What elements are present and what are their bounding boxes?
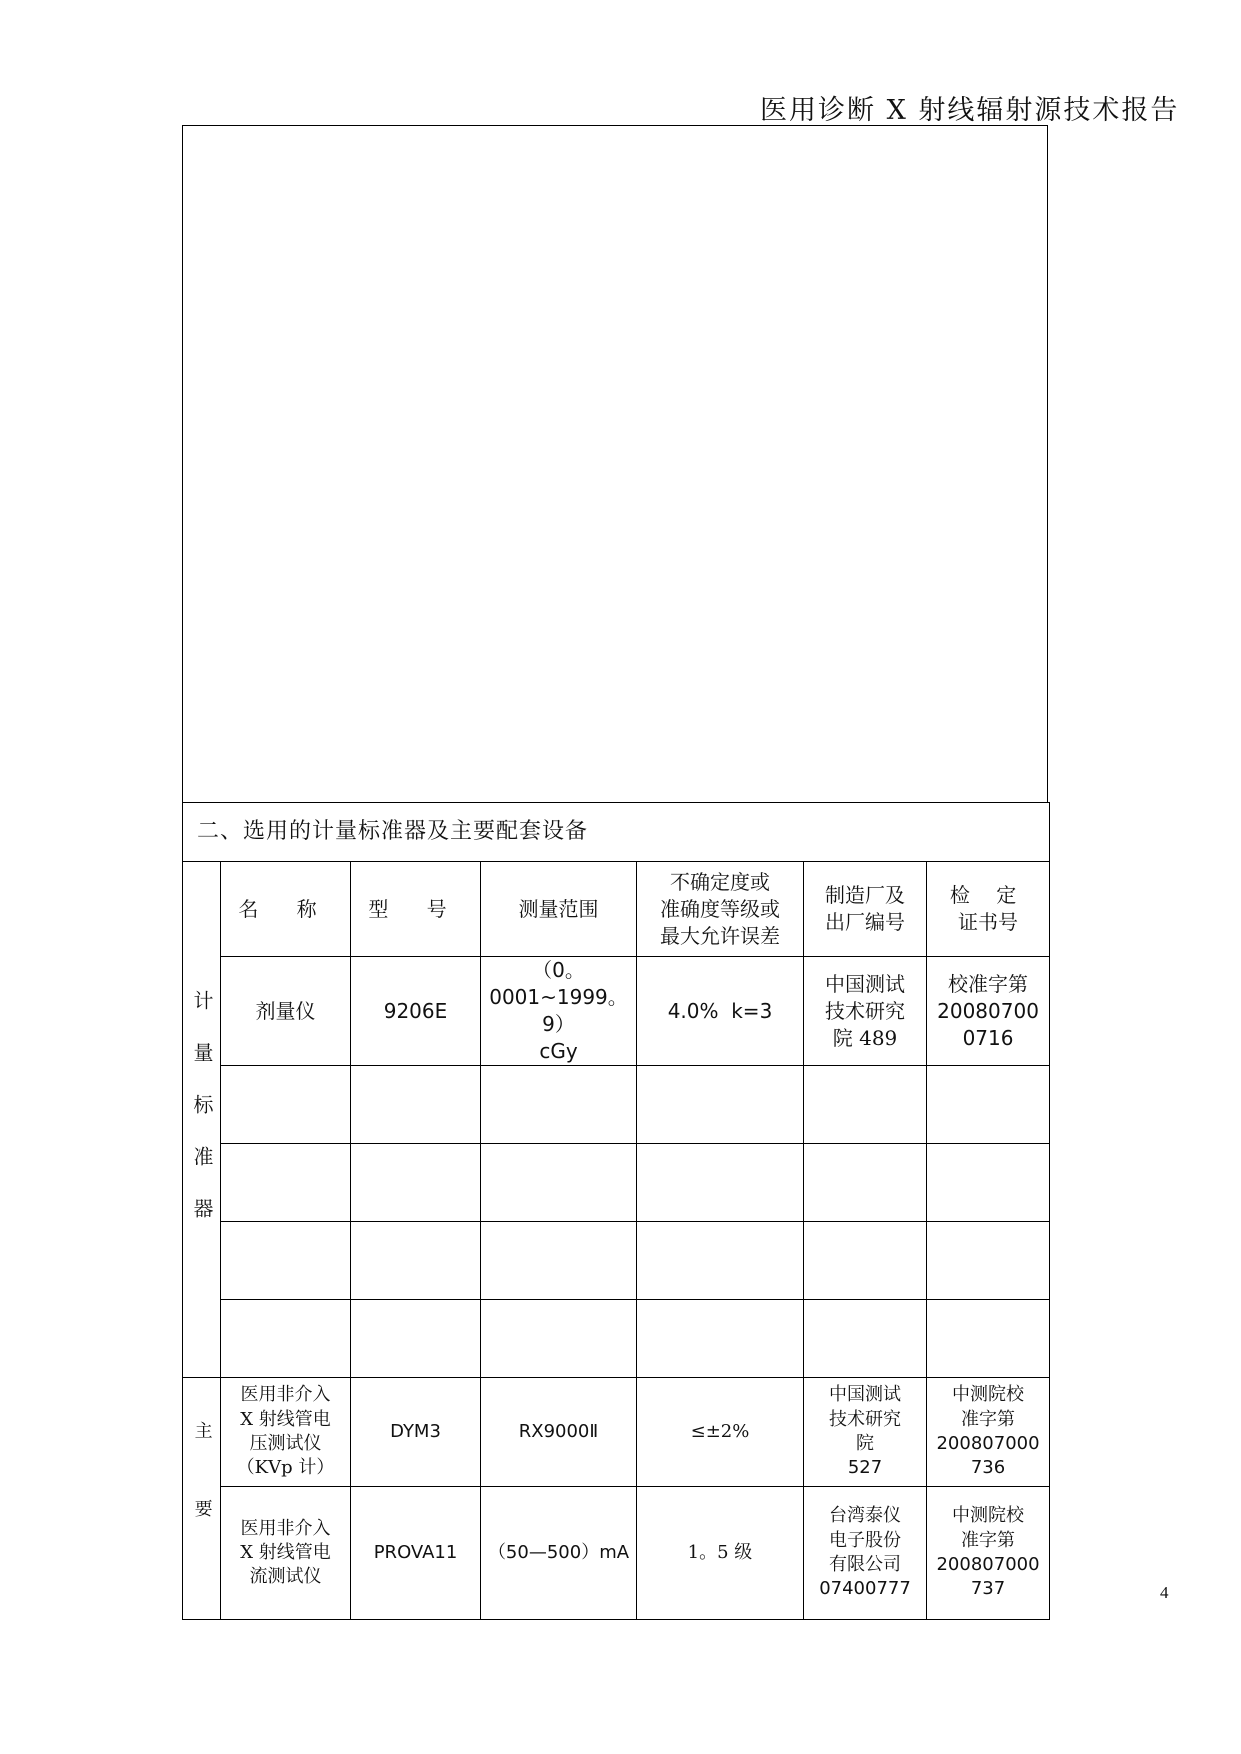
report-header-title: 医用诊断 X 射线辐射源技术报告 [760,95,1180,126]
cell-uncertainty: ≤±2% [637,1378,804,1487]
cell-range: （50—500）mA [481,1487,637,1620]
standards-table [182,802,1050,1620]
cell-model: DYM3 [351,1378,481,1487]
page-number: 4 [1160,1583,1169,1602]
group-label-main: 主要 [183,1378,221,1620]
cell-certificate: 中测院校 准字第 200807000 736 [927,1378,1050,1487]
cell-manufacturer: 中国测试 技术研究 院 489 [804,957,927,1066]
cell-uncertainty: 4.0% k=3 [637,957,804,1066]
table-row [183,957,1050,1066]
cell-certificate: 校准字第 20080700 0716 [927,957,1050,1066]
cell-uncertainty: 1。5 级 [637,1487,804,1620]
table-row [183,1487,1050,1620]
cell-model: 9206E [351,957,481,1066]
table-row-empty [183,1066,1050,1144]
cell-range: （0。 0001~1999。9） cGy [481,957,637,1066]
column-header-range: 测量范围 [481,862,637,957]
cell-name: 剂量仪 [221,957,351,1066]
column-header-name: 名 称 [221,862,351,957]
section-title: 二、选用的计量标准器及主要配套设备 [183,803,1050,862]
group-label-standards: 计量标准器 [183,862,221,1378]
table-header-row [183,862,1050,957]
table-row [183,1378,1050,1487]
table-row-empty [183,1222,1050,1300]
column-header-manufacturer: 制造厂及 出厂编号 [804,862,927,957]
table-row-empty [183,1144,1050,1222]
cell-name: 医用非介入 X 射线管电 流测试仪 [221,1487,351,1620]
column-header-certificate: 检 定 证书号 [927,862,1050,957]
cell-model: PROVA11 [351,1487,481,1620]
cell-manufacturer: 台湾泰仪 电子股份 有限公司 07400777 [804,1487,927,1620]
column-header-model: 型 号 [351,862,481,957]
cell-name: 医用非介入 X 射线管电 压测试仪 （KVp 计） [221,1378,351,1487]
cell-manufacturer: 中国测试 技术研究 院 527 [804,1378,927,1487]
cell-certificate: 中测院校 准字第 200807000 737 [927,1487,1050,1620]
blank-content-frame [182,125,1048,803]
cell-range: RX9000Ⅱ [481,1378,637,1487]
table-row-empty [183,1300,1050,1378]
column-header-uncertainty: 不确定度或 准确度等级或 最大允许误差 [637,862,804,957]
